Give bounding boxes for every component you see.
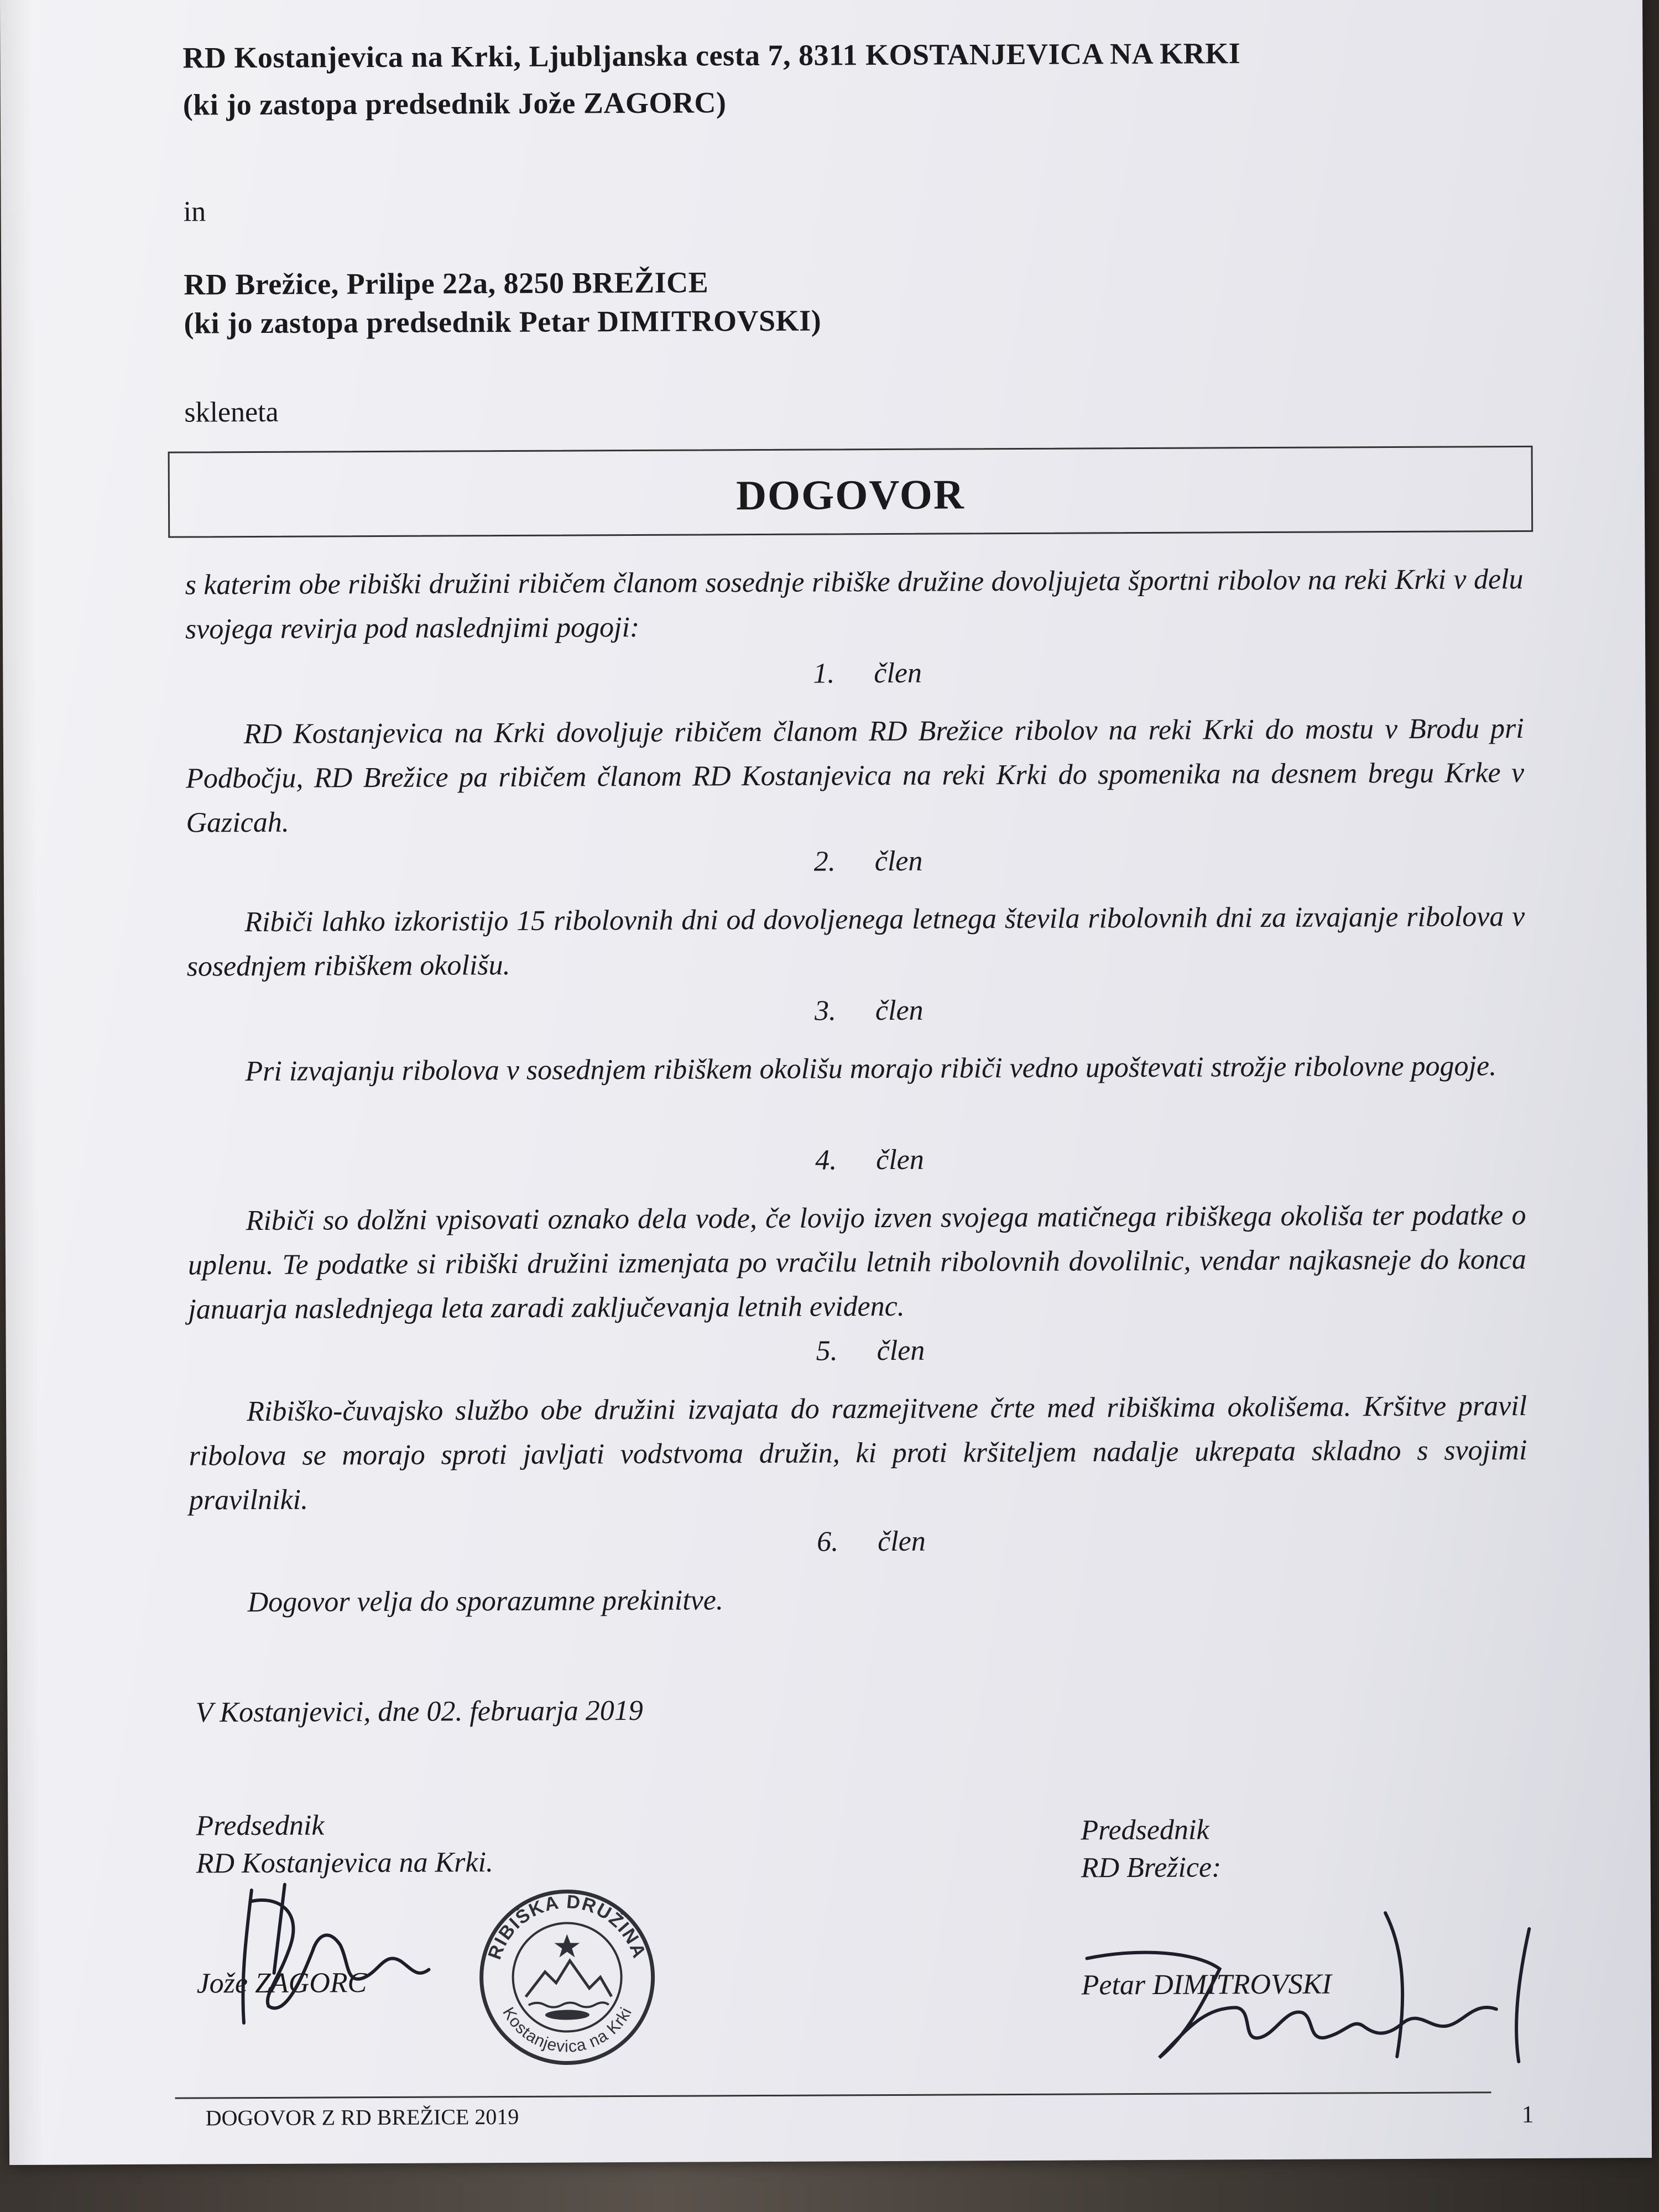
party1-representative: (ki jo zastopa predsednik Jože ZAGORC) bbox=[182, 86, 727, 122]
article-heading: 2. člen bbox=[813, 845, 923, 878]
footer-document-name: DOGOVOR Z RD BREŽICE 2019 bbox=[205, 2104, 519, 2131]
article-heading: 3. člen bbox=[814, 994, 924, 1027]
left-signature bbox=[218, 1867, 507, 2045]
article-heading: 1. člen bbox=[813, 657, 922, 690]
title-box bbox=[168, 446, 1533, 538]
svg-text:RIBIŠKA DRUŽINA: RIBIŠKA DRUŽINA bbox=[484, 1891, 650, 1963]
signatory-right-role: Predsednik bbox=[1081, 1814, 1209, 1846]
party2-address: RD Brežice, Prilipe 22a, 8250 BREŽICE bbox=[184, 265, 709, 301]
article-text: Ribiči so dolžni vpisovati oznako dela vode, če lovijo izven svojega matičnega ribiškega okoliša ter podatke o uplenu. Te podatke si ribiški družini izmenjata po vračilu letnih ribolovnih dovolilnic, vendar najkasneje do konca januarja naslednjega leta zaradi zaključevanja letnih evidenc. bbox=[187, 1199, 1527, 1326]
signatory-left-role: Predsednik bbox=[196, 1809, 325, 1842]
signatory-right-org: RD Brežice: bbox=[1081, 1851, 1222, 1884]
article-heading: 5. člen bbox=[816, 1334, 925, 1367]
intro-paragraph: s katerim obe ribiški družini ribičem članom sosednje ribiške družine dovoljujeta športni ribolov na reki Krki v delu svojega revirja pod naslednjimi pogoji: bbox=[185, 563, 1524, 645]
signatory-right-name: Petar DIMITROVSKI bbox=[1081, 1968, 1332, 2001]
article-text: RD Kostanjevica na Krki dovoljuje ribičem članom RD Brežice ribolov na reki Krki do mostu v Brodu pri Podbočju, RD Brežice pa ribičem članom RD Kostanjevica na reki Krki do spomenika na desnem bregu Krke v Gazicah. bbox=[186, 712, 1525, 839]
article-heading: 4. člen bbox=[815, 1144, 924, 1176]
party1-address: RD Kostanjevica na Krki, Ljubljanska cesta 7, 8311 KOSTANJEVICA NA KRKI bbox=[182, 36, 1241, 75]
footer-rule bbox=[175, 2091, 1491, 2099]
page-number: 1 bbox=[1521, 2100, 1534, 2128]
svg-text:Kostanjevica na Krki: Kostanjevica na Krki bbox=[499, 2004, 636, 2056]
club-stamp bbox=[473, 1883, 661, 2072]
article-text: Pri izvajanju ribolova v sosednjem ribiškem okolišu morajo ribiči vedno upoštevati strožje ribolovne pogoje. bbox=[245, 1050, 1497, 1088]
article-heading: 6. člen bbox=[817, 1525, 926, 1558]
article-text: Ribiči lahko izkoristijo 15 ribolovnih dni od dovoljenega letnega števila ribolovnih dni za izvajanje ribolova v sosednjem ribiškem okolišu. bbox=[186, 900, 1525, 983]
party2-representative: (ki jo zastopa predsednik Petar DIMITROVSKI) bbox=[184, 304, 822, 340]
document-title: DOGOVOR bbox=[735, 471, 965, 519]
place-and-date: V Kostanjevici, dne 02. februarja 2019 bbox=[195, 1694, 643, 1729]
article-text: Dogovor velja do sporazumne prekinitve. bbox=[247, 1584, 723, 1619]
signatory-left-org: RD Kostanjevica na Krki. bbox=[196, 1846, 494, 1880]
right-signature bbox=[1076, 1896, 1541, 2086]
article-text: Ribiško-čuvajsko službo obe družini izvajata do razmejitvene črte med ribiškima okolišema. Kršitve pravil ribolova se morajo sproti javljati vodstvoma družin, ki proti kršiteljem nadalje ukrepata skladno s svojimi pravilniki. bbox=[189, 1390, 1527, 1516]
concluded-word: skleneta bbox=[184, 396, 279, 429]
conjunction-in: in bbox=[183, 196, 206, 228]
signatory-left-name: Jože ZAGORC bbox=[196, 1967, 367, 2000]
